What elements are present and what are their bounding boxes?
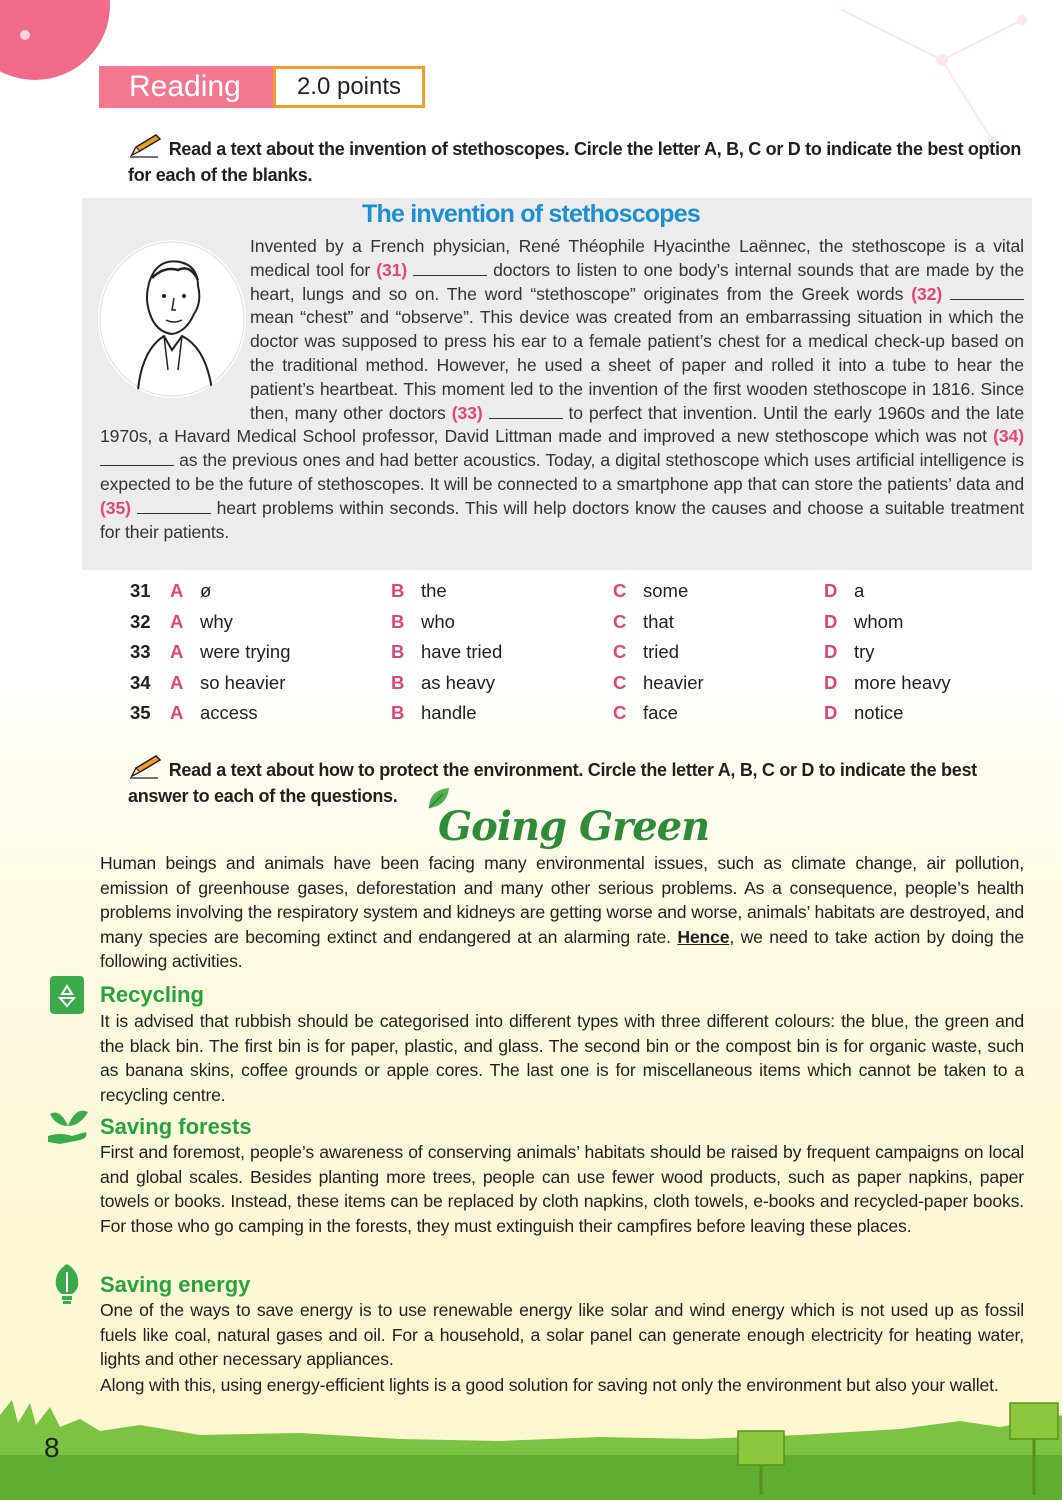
option-text: so heavier (200, 671, 286, 693)
passage-segment: as the previous ones and had better acoustics. Today, a digital stethoscope which uses artificial intelligence is expected to be the future of stethoscopes. It will be connected to a smartphone app that can store the patients’ data and (100, 450, 1024, 494)
eco-bulb-icon (50, 1262, 84, 1306)
task1-instruction-text: Read a text about the invention of stethoscopes. Circle the letter A, B, C or D to indicate the best option for each of the blanks. (128, 139, 1022, 185)
option-letter: B (391, 671, 405, 693)
option-text: as heavy (421, 671, 496, 693)
question-row (130, 637, 1010, 668)
question-row (130, 607, 1010, 638)
option-letter: C (613, 702, 627, 724)
question-number: 32 (130, 610, 151, 632)
pencil-icon (128, 754, 164, 780)
option-letter: A (170, 671, 184, 693)
option-d[interactable] (824, 580, 1004, 602)
recycling-icon (50, 976, 84, 1014)
saving-forests-text: First and foremost, people’s awareness of conserving animals’ habitats should be raised by frequent campaigns on local and global scales. Besides planting more trees, people can use fewer wood products, such as paper napkins, paper towels or books. Instead, these items can be replaced by cloth napkins, cloth towels, e-books and recycled-paper books. For those who go camping in the forests, they must extinguish their campfires before leaving these places. (100, 1142, 1024, 1236)
option-letter: B (391, 580, 405, 602)
option-text: that (643, 610, 674, 632)
blank-31[interactable] (413, 262, 487, 276)
option-text: whom (854, 610, 904, 632)
saving-forests-heading: Saving forests (100, 1114, 252, 1139)
option-a[interactable] (170, 641, 391, 663)
section-title: Reading (99, 66, 275, 108)
option-b[interactable] (391, 702, 613, 724)
saving-energy-text-2: Along with this, using energy-efficient lights is a good solution for saving not only the environment but also your wallet. (100, 1375, 999, 1395)
option-letter: D (824, 580, 838, 602)
option-text: a (854, 580, 865, 602)
option-text: who (421, 610, 455, 632)
option-letter: D (824, 702, 838, 724)
going-green-intro (100, 851, 1024, 974)
option-text: some (643, 580, 689, 602)
reading-passage-text (100, 235, 1024, 544)
task2-instruction-text: Read a text about how to protect the environment. Circle the letter A, B, C or D to indicate the best answer to each of the questions. (128, 760, 977, 806)
option-letter: D (824, 671, 838, 693)
option-letter: C (613, 580, 627, 602)
section-points: 2.0 points (273, 66, 425, 108)
blank-34-number: (34) (993, 426, 1024, 447)
option-text: access (200, 702, 258, 724)
decorative-pink-circle (0, 0, 110, 80)
option-a[interactable] (170, 611, 391, 633)
task2-instruction (128, 754, 1028, 809)
hence-word: Hence (677, 926, 730, 947)
blank-34[interactable] (100, 452, 174, 466)
option-c[interactable] (613, 580, 824, 602)
option-text: ø (200, 580, 212, 602)
option-letter: B (391, 641, 405, 663)
task1-instruction (128, 133, 1028, 188)
passage-segment: to perfect that invention. Until the early 1960s and the late 1970s, a Havard Medical School professor, David Littman made and improved a new stethoscope which was not (100, 402, 1024, 447)
option-letter: C (613, 641, 627, 663)
recycling-text: It is advised that rubbish should be categorised into different types with three different colours: the blue, the green and the black bin. The first bin is for paper, plastic, and glass. The second bin or the compost bin is for organic waste, such as banana skins, coffee grounds or apple cores. The last one is for miscellaneous items which cannot be taken to a recycling centre. (100, 1011, 1024, 1105)
option-letter: B (391, 610, 405, 632)
decorative-dot (20, 30, 30, 40)
pencil-icon (128, 133, 164, 159)
option-letter: A (170, 610, 184, 632)
option-text: why (200, 610, 233, 632)
option-text: tried (643, 641, 679, 663)
recycling-heading: Recycling (100, 982, 204, 1007)
option-letter: D (824, 610, 838, 632)
saving-energy-text-1: One of the ways to save energy is to use renewable energy like solar and wind energy which is not used up as fossil fuels like coal, natural gases and oil. For a household, a solar panel can generate enough electricity for heating water, lights and other necessary appliances. (100, 1300, 1024, 1370)
passage-segment: Invented by a French physician, René Théophile Hyacinthe Laënnec, the stethoscope is a vital medical tool for (250, 236, 1024, 280)
question-number: 35 (130, 702, 151, 724)
option-d[interactable] (824, 611, 1004, 633)
passage-segment: doctors to listen to one body’s internal sounds that are made by the heart, lungs and so on. The word “stethoscope” originates from the Greek words (250, 259, 1024, 304)
option-text: were trying (200, 641, 291, 663)
reading-title: The invention of stethoscopes (362, 200, 700, 228)
section-header (99, 66, 425, 108)
going-green-title: Going Green (438, 803, 710, 850)
passage-segment: mean “chest” and “observe”. This device was created from an embarrassing situation in which the doctor was supposed to press his ear to a female patient’s chest for a medical check-up based on the traditional method. However, he used a sheet of paper and rolled it into a tube to hear the patient’s heartbeat. This moment led to the invention of the first wooden stethoscope in 1816. Since then, many other doctors (250, 307, 1024, 423)
option-c[interactable] (613, 641, 824, 663)
option-a[interactable] (170, 702, 391, 724)
option-letter: A (170, 702, 184, 724)
question-row (130, 668, 1010, 699)
option-text: the (421, 580, 447, 602)
option-text: heavier (643, 671, 704, 693)
saving-energy-heading: Saving energy (100, 1272, 251, 1297)
hand-plant-icon (46, 1104, 90, 1146)
blank-33-number: (33) (451, 402, 483, 423)
option-text: try (854, 641, 875, 663)
intro-text: Human beings and animals have been facing many environmental issues, such as climate change, air pollution, emission of greenhouse gases, deforestation and many other serious problems. As a consequence, people’s health problems involving the respiratory system and kidneys are getting worse and worse, animals’ habitats are destroyed, and many species are becoming extinct and endangered at an alarming rate. (100, 853, 1024, 947)
blank-35[interactable] (137, 500, 211, 514)
option-b[interactable] (391, 641, 613, 663)
option-letter: B (391, 702, 405, 724)
blank-35-number: (35) (100, 497, 131, 518)
question-row (130, 576, 1010, 607)
option-c[interactable] (613, 611, 824, 633)
option-b[interactable] (391, 580, 613, 602)
option-a[interactable] (170, 672, 391, 694)
question-number: 31 (130, 580, 151, 602)
option-text: have tried (421, 641, 503, 663)
blank-33[interactable] (489, 405, 563, 419)
option-a[interactable] (170, 580, 391, 602)
option-text: face (643, 702, 678, 724)
option-d[interactable] (824, 702, 1004, 724)
option-b[interactable] (391, 611, 613, 633)
question-row (130, 698, 1010, 729)
intro-text: , we need to take action by doing the following activities. (100, 926, 1024, 972)
option-letter: C (613, 610, 627, 632)
passage-segment: heart problems within seconds. This will help doctors know the causes and choose a suitable treatment for their patients. (100, 497, 1024, 542)
option-d[interactable] (824, 672, 1004, 694)
grass-decoration (0, 1395, 1062, 1500)
blank-31-number: (31) (376, 259, 408, 280)
blank-32[interactable] (950, 286, 1024, 300)
option-text: handle (421, 702, 477, 724)
option-letter: D (824, 641, 838, 663)
option-b[interactable] (391, 672, 613, 694)
blank-32-number: (32) (911, 283, 943, 304)
question-number: 33 (130, 641, 151, 663)
page-number: 8 (44, 1432, 60, 1463)
option-c[interactable] (613, 672, 824, 694)
question-number: 34 (130, 671, 151, 693)
option-text: notice (854, 702, 904, 724)
option-d[interactable] (824, 641, 1004, 663)
option-text: more heavy (854, 671, 951, 693)
answer-options-table (130, 576, 1010, 729)
option-letter: C (613, 671, 627, 693)
option-c[interactable] (613, 702, 824, 724)
option-letter: A (170, 641, 184, 663)
option-letter: A (170, 580, 184, 602)
